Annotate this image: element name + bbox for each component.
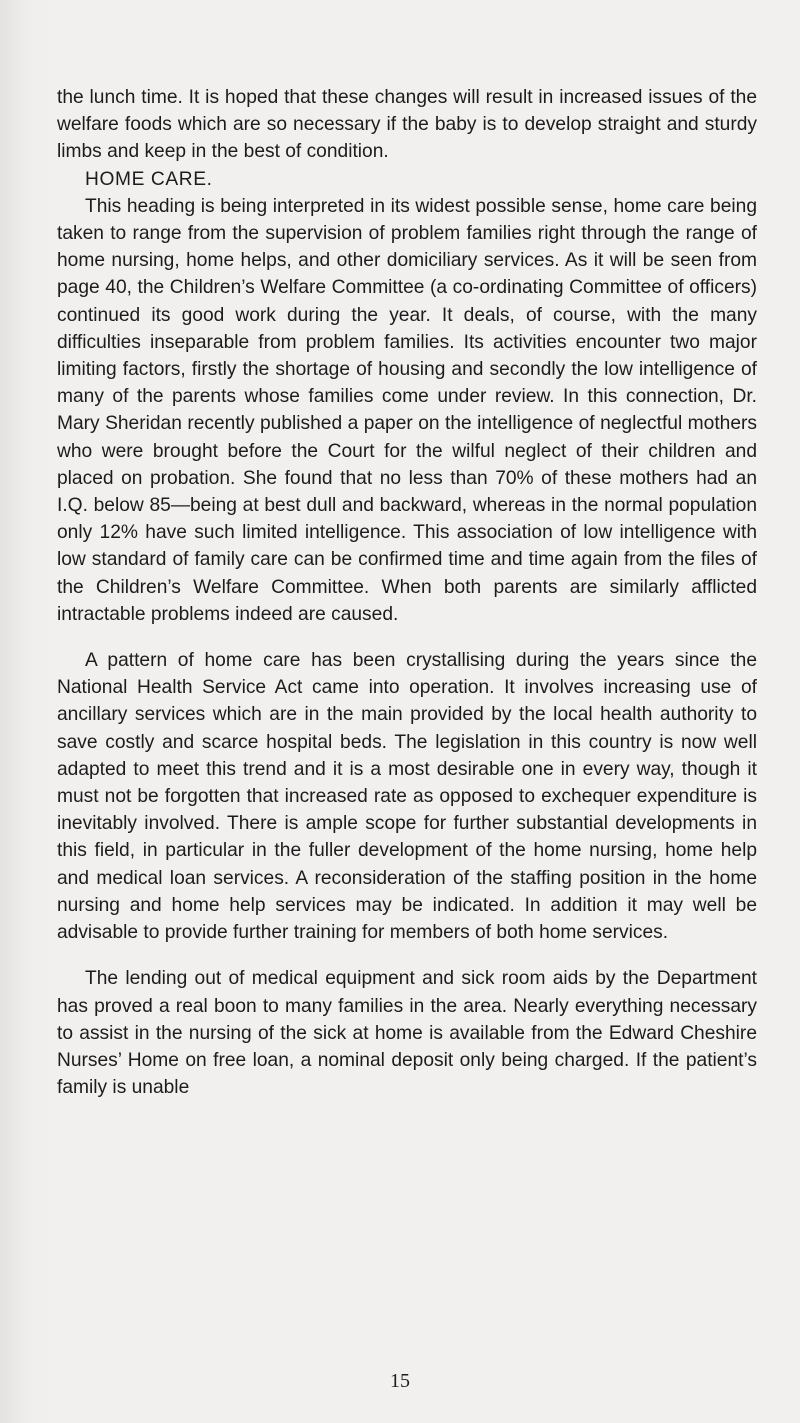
body-text [57, 84, 757, 1101]
paragraph-pattern-home-care: A pattern of home care has been crystallising during the years since the National Health Service Act came into operation. It involves increasing use of ancillary services which are in the main provided by the local health authority to save costly and scarce hospital beds. The legislation in this country is now well adapted to meet this trend and it is a most desirable one in every way, though it must not be forgotten that increased rate as opposed to exchequer expenditure is inevitably involved. There is ample scope for further substantial developments in this field, in particular in the fuller development of the home nursing, home help and medical loan services. A reconsideration of the staffing position in the home nursing and home help services may be indicated. In addition it may well be advisable to provide further training for members of both home services. [57, 650, 757, 944]
page-number: 15 [390, 1370, 410, 1392]
section-heading: HOME CARE. [85, 168, 213, 190]
paragraph-problem-families: This heading is being interpreted in its widest possible sense, home care being taken to range from the supervision of problem families right through the range of home nursing, home helps, and other domiciliary services. As it will be seen from page 40, the Children’s Welfare Committee (a co-ordinating Committee of officers) continued its good work during the year. It deals, of course, with the many difficulties inseparable from problem families. Its activities encounter two major limiting factors, firstly the shortage of housing and secondly the low intelligence of many of the parents whose families come under review. In this connection, Dr. Mary Sheridan recently published a paper on the intelligence of neglectful mothers who were brought before the Court for the wilful neglect of their children and placed on probation. She found that no less than 70% of these mothers had an I.Q. below 85—being at best dull and backward, whereas in the normal population only 12% have such limited intelligence. This association of low intelligence with low standard of family care can be confirmed time and time again from the files of the Children’s Welfare Committee. When both parents are similarly afflicted intractable problems indeed are caused. [57, 195, 757, 625]
paragraph-medical-loan: The lending out of medical equipment and sick room aids by the Department has proved a real boon to many families in the area. Nearly everything necessary to assist in the nursing of the sick at home is available from the Edward Cheshire Nurses’ Home on free loan, a nominal deposit only being charged. If the patient’s family is unable [57, 968, 757, 1099]
intro-paragraph: the lunch time. It is hoped that these changes will result in increased issues of the welfare foods which are so necessary if the baby is to develop straight and sturdy limbs and keep in the best of condition. [57, 87, 757, 163]
